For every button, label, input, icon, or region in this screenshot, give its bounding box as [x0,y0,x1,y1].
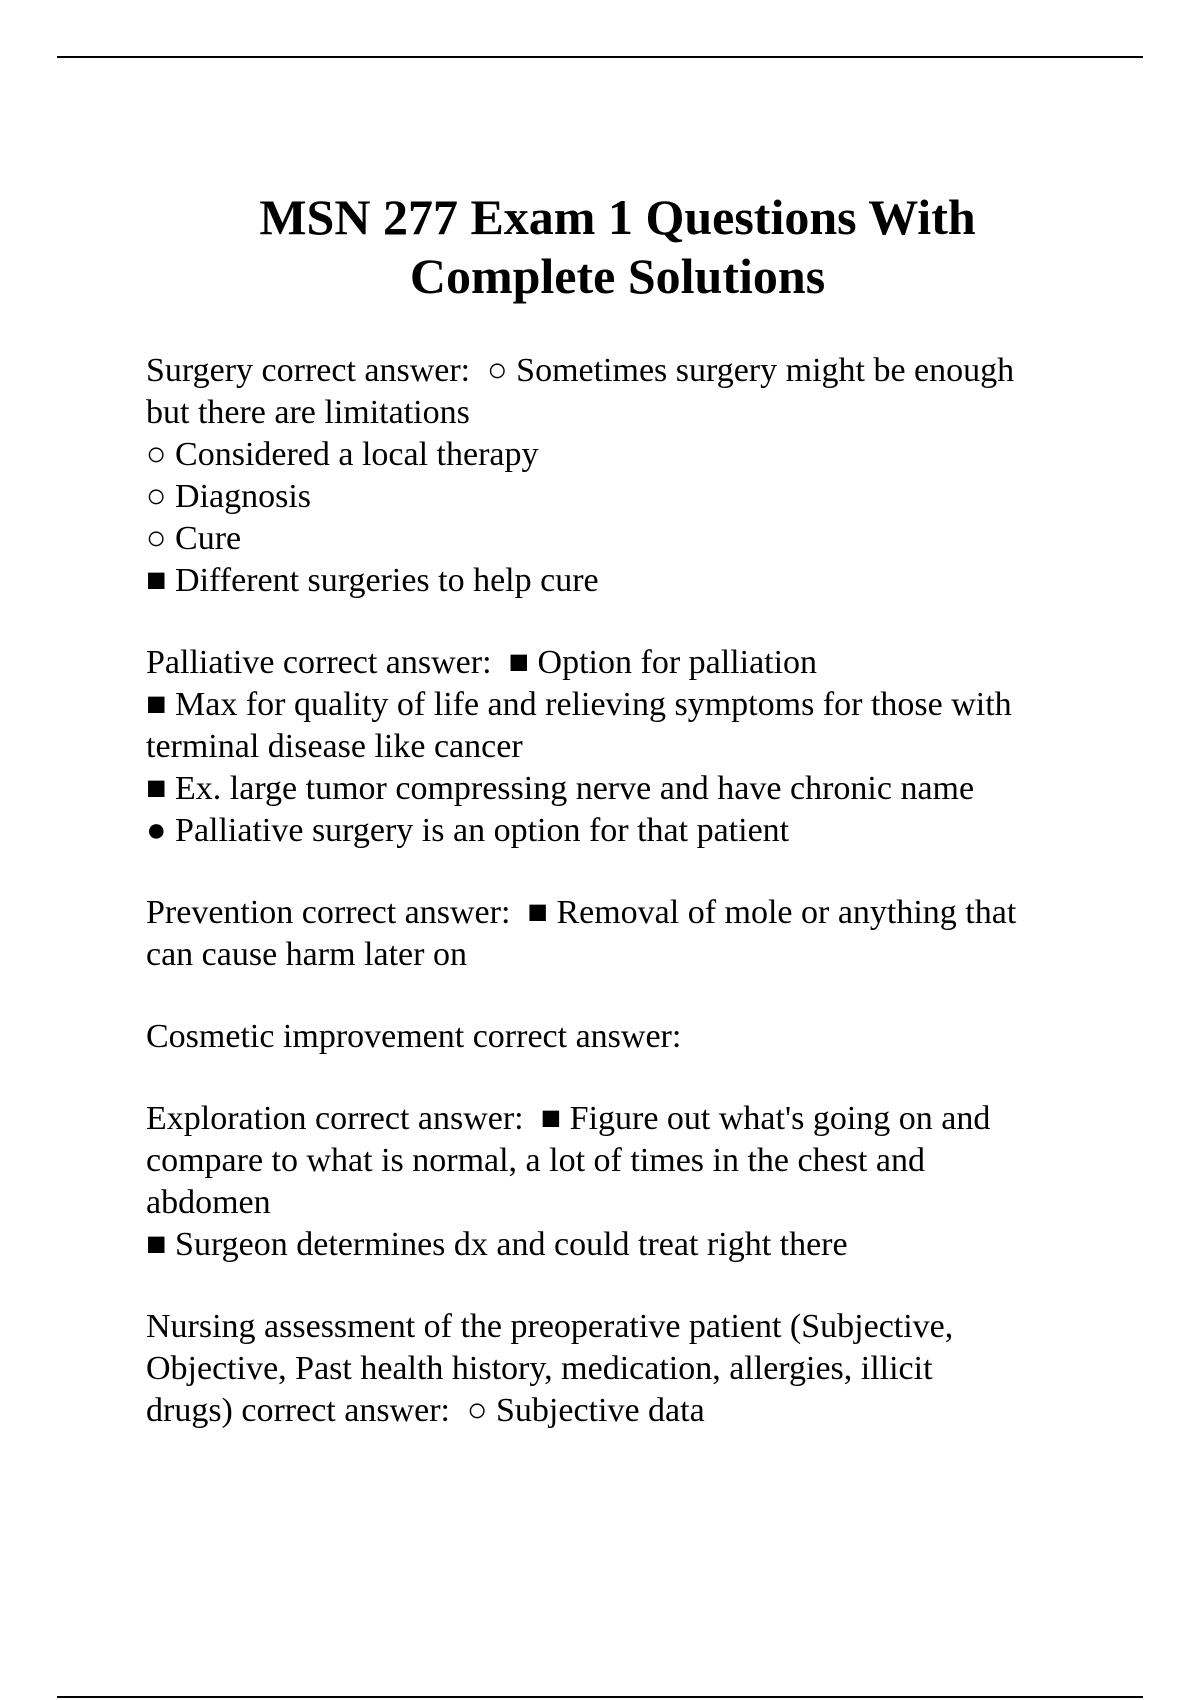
text-line: can cause harm later on [146,936,467,973]
document-title [0,188,1200,306]
text-line: ○ Considered a local therapy [146,436,539,473]
top-rule [57,56,1143,58]
qa-entry-palliative [146,642,1086,852]
text-line: Cosmetic improvement correct answer: [146,1018,682,1055]
text-line: ● Palliative surgery is an option for that patient [146,812,790,849]
text-line: compare to what is normal, a lot of times in the chest and [146,1142,925,1179]
qa-entry-surgery [146,350,1086,602]
qa-entry-cosmetic-improvement [146,1016,1086,1058]
qa-entry-nursing-assessment [146,1306,1086,1432]
qa-entry-prevention [146,892,1086,976]
text-line: ■ Ex. large tumor compressing nerve and have chronic name [146,770,975,807]
text-line: ■ Max for quality of life and relieving symptoms for those with [146,686,1012,723]
bottom-rule [57,1696,1143,1698]
text-line: but there are limitations [146,394,470,431]
text-line: ○ Diagnosis [146,478,312,515]
text-line: Nursing assessment of the preoperative patient (Subjective, [146,1308,954,1345]
document-body [146,350,1086,1472]
text-line: Objective, Past health history, medication, allergies, illicit [146,1350,933,1387]
text-line: terminal disease like cancer [146,728,523,765]
qa-entry-exploration [146,1098,1086,1266]
title-line-2: Complete Solutions [409,248,826,304]
text-line: ■ Different surgeries to help cure [146,562,599,599]
text-line: Prevention correct answer: ■ Removal of mole or anything that [146,894,1017,931]
text-line: Palliative correct answer: ■ Option for palliation [146,644,818,681]
text-line: ■ Surgeon determines dx and could treat right there [146,1226,848,1263]
text-line: drugs) correct answer: ○ Subjective data [146,1392,705,1429]
text-line: Exploration correct answer: ■ Figure out what's going on and [146,1100,991,1137]
title-line-1: MSN 277 Exam 1 Questions With [259,189,976,245]
text-line: Surgery correct answer: ○ Sometimes surgery might be enough [146,352,1015,389]
text-line: ○ Cure [146,520,242,557]
text-line: abdomen [146,1184,271,1221]
